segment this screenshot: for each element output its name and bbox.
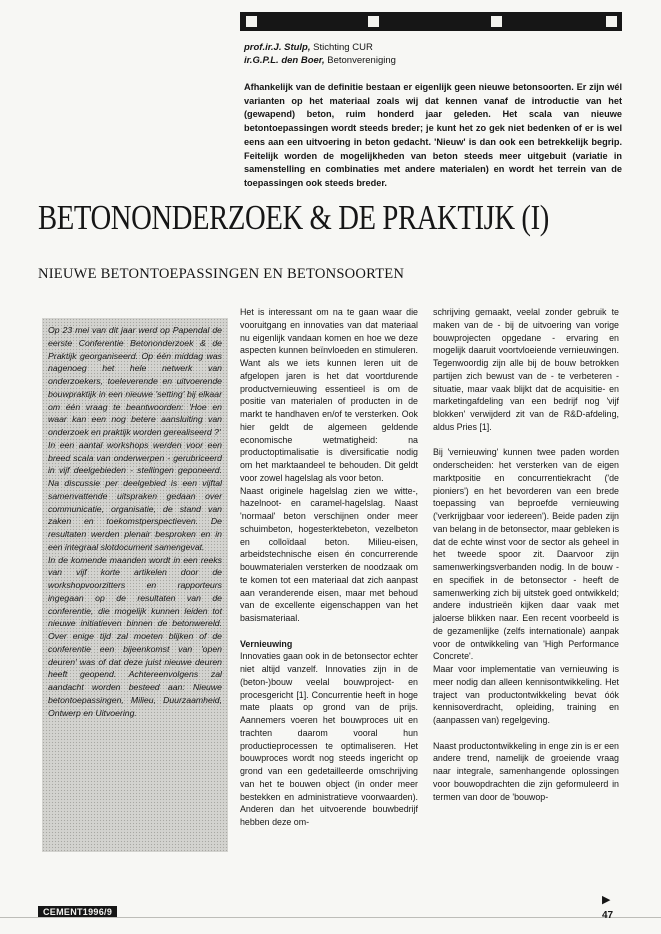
body-paragraph: Naast productontwikkeling in enge zin is er een andere trend, namelijk de groeiende vraag naar integrale, samenhangende oplossingen voor bouwopdrachten die zijn geformuleerd in termen van door de 'bouwop- xyxy=(433,740,619,802)
section-heading: Vernieuwing xyxy=(240,638,293,649)
body-paragraph: schrijving gemaakt, veelal zonder gebruik te maken van de - bij de uitvoering van vorige bouwprojecten opgedane - ervaring en mogelijk daaruit voortvloeiende vernieuwingen. Tegenwoordig zijn alle bij de bouw betrokken partijen zich bewust van de - te verbeteren - situatie, maar vaak blijkt dat de acquisitie- en marketingafdeling van een bedrijf nog 'vijf blokken' verwijderd zit van de R&D-afdeling, aldus Pries [1]. xyxy=(433,307,619,432)
body-paragraph: Naast originele hagelslag zien we witte-, hazelnoot- en caramel-hagelslag. Naast 'normaal' beton verschijnen onder meer schuimbeton, hogesterktebeton, vezelbeton en colloïdaal beton. Milieu-eisen, arbeidstechnische eisen én concurrerende bouwmaterialen versterken de noodzaak om te komen tot een materiaal dat zich aanpast aan veranderende eisen, maar met behoud van de excellente eigenschappen van het basismateriaal. xyxy=(240,485,418,623)
author: ir.G.P.L. den Boer, Betonvereniging xyxy=(244,55,396,66)
header-marker xyxy=(491,16,502,27)
body-paragraph: Bij 'vernieuwing' kunnen twee paden worden onderscheiden: het versterken van de eigen marktpositie en concurrentiekracht ('de pioniers') en het bevorderen van een brede toepassing van beproefde vernieuwing ('verkrijgbaar voor iedereen'). Beide paden zijn van belang in de betonsector, maar gebleken is dat de echte winst voor de sector als geheel in het tweede spoor zit. Daarvoor zijn samenwerkingsverbanden nodig. In de bouw - en specifiek in de betonsector - heeft de samenwerking zich bij uitstek goed ontwikkeld; andere industrieën kijken daar vaak met jaloerse blikken naar. Een recent voorbeeld is de gezamenlijke (zelfs internationale) aanpak voor de ontwikkeling van 'High Performance Concrete'. xyxy=(433,447,620,662)
article-subtitle: NIEUWE BETONTOEPASSINGEN EN BETONSOORTEN xyxy=(38,266,405,282)
sidebar-box xyxy=(42,318,228,852)
article-title: BETONONDERZOEK & DE PRAKTIJK (I) xyxy=(38,198,549,237)
sidebar-paragraph: Op 23 mei van dit jaar werd op Papendal de eerste Conferentie Betononderzoek & de Praktijk georganiseerd. Op één middag was nagenoeg het hele netwerk van onderzoekers, toeleverende en uitvoerende bouwpraktijk in een nieuwe 'setting' bij elkaar om één vraag te beantwoorden: 'Hoe en waar kan een nog betere aansluiting van onderzoek en praktijk worden gerealiseerd ?' xyxy=(48,325,222,437)
body-column-2 xyxy=(240,306,418,829)
sidebar-paragraph: In een aantal workshops werden voor een breed scala van onderwerpen - gerubriceerd in vijf deelgebieden - stellingen geponeerd. Na discussie per deelgebied is een vijftal samenvattende uitspraken gedaan over communicatie, organisatie, de stand van zaken en toekomstperspectieven. De resultaten werden plenair besproken en in een integraal slotdocument samengevat. xyxy=(48,439,222,552)
header-marker xyxy=(368,16,379,27)
header-marker xyxy=(606,16,617,27)
body-paragraph: Innovaties gaan ook in de betonsector echter niet altijd vanzelf. Innovaties zijn in de (beton-)bouw veelal bouwproject- en procesgericht [1]. Concurrentie heeft in hoge mate plaats op grond van de prijs. Aannemers voeren het bouwproces uit en trachten daarom vooral hun productieprocessen te optimaliseren. Het bouwproces wordt nog steeds ingericht op grond van een gedetailleerde omschrijving van het te bouwen object (in onder meer bestekken en administratieve voorwaarden). Anderen dan het uitvoerende bouwbedrijf hebben deze om- xyxy=(240,651,418,827)
continue-arrow-icon: ▶ xyxy=(602,894,611,906)
author-list xyxy=(244,41,396,67)
footer-divider xyxy=(0,917,661,918)
header-bar xyxy=(240,12,622,31)
magazine-tag: CEMENT1996/9 xyxy=(38,906,117,918)
author: prof.ir.J. Stulp, Stichting CUR xyxy=(244,42,373,53)
body-column-3 xyxy=(433,306,619,803)
header-marker xyxy=(246,16,257,27)
body-paragraph: Maar voor implementatie van vernieuwing is meer nodig dan alleen kennisontwikkeling. Het traject van productontwikkeling bevat óók kennisoverdracht, opleiding, training en (aanpassen van) regelgeving. xyxy=(433,664,619,725)
page-number: 47 xyxy=(602,910,614,921)
body-paragraph: Het is interessant om na te gaan waar die vooruitgang en innovaties van dat materiaal nu eigenlijk vandaan komen en hoe we deze aspecten kunnen beïnvloeden en stimuleren. Want als we iets kunnen leren uit de afgelopen jaren is het dat voortdurende productvernieuwing essentieel is om de positie van materialen of producten in de markt te handhaven en/of te versterken. Ook hier geldt de algemeen geldende economische wetmatigheid: na productoptimalisatie is diversificatie nodig om het marktaandeel te behouden. Dit geldt voor zowel hagelslag als voor beton. xyxy=(240,307,418,483)
sidebar-paragraph: In de komende maanden wordt in een reeks van vijf korte artikelen door de workshopvoorzitters en rapporteurs ingegaan op de resultaten van de conferentie, die mogelijk kunnen leiden tot nieuwe initiatieven binnen de betonwereld. Over enige tijd zal moeten blijken of de conferentie een bijeenkomst van 'open deuren' was of dat deze juist nieuwe deuren heeft geopend. Achtereenvolgens zal aandacht worden besteed aan: Nieuwe betontoepassingen, Milieu, Duurzaamheid, Ontwerp en Uitvoering. xyxy=(48,554,222,718)
intro-text: Afhankelijk van de definitie bestaan er eigenlijk geen nieuwe betonsoorten. Er zijn wél varianten op het materiaal zoals wij dat kennen vanaf de introductie van het (gewapend) beton, ruim honderd jaar geleden. Het scala van nieuwe betontoepassingen wordt steeds breder; je kunt het zo gek niet bedenken of er is wel eens aan een uitvoering in beton gedacht. 'Nieuw' is dan ook een betrekkelijk begrip. Feitelijk worden de mogelijkheden van beton steeds meer uitgebuit (variatie in samenstelling en combinaties met andere materialen) en wordt het terrein van de toepassingen ook steeds breder. xyxy=(244,82,622,188)
